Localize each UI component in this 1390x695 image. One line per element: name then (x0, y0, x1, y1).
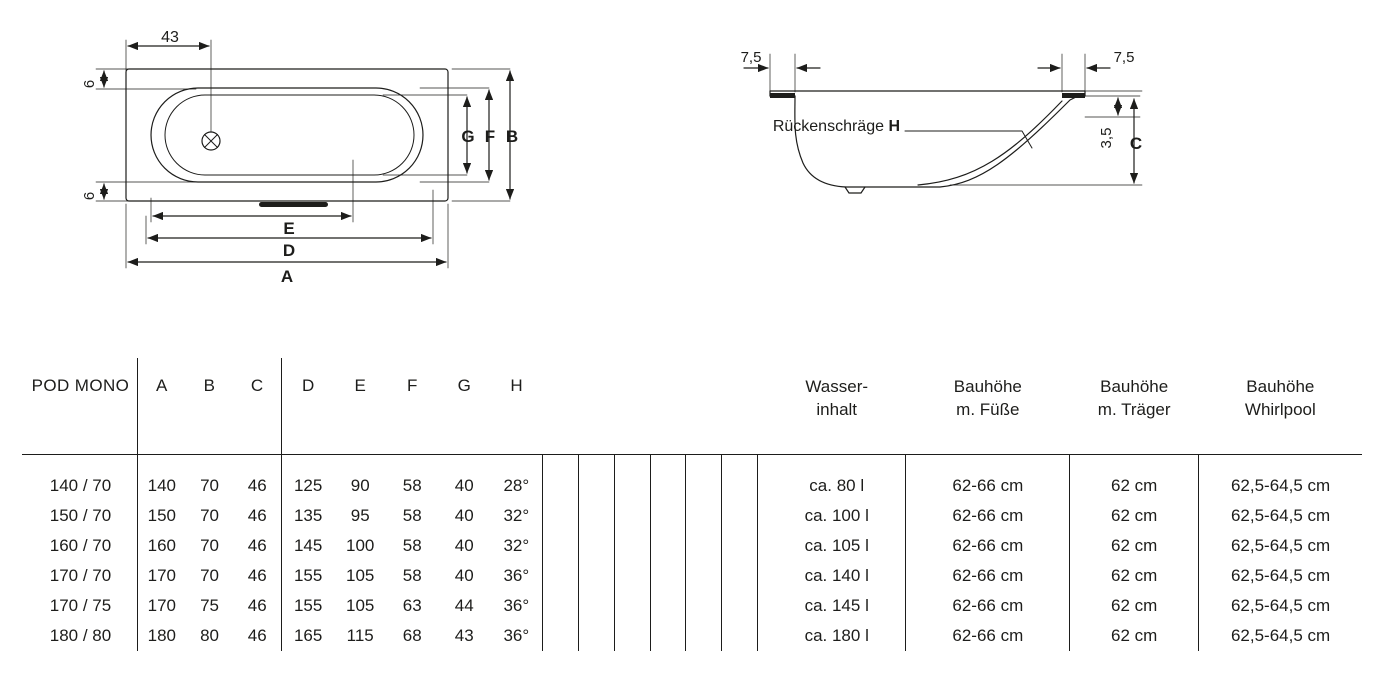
cell-e: 95 (350, 506, 370, 525)
cell-name: 170 / 70 (49, 566, 112, 585)
gap-cell-s6 (722, 455, 758, 472)
cell-wasserinhalt: ca. 180 l (757, 621, 906, 651)
cell-spacer-4 (650, 621, 686, 651)
cell-spacer-3 (614, 501, 650, 531)
cell-h: 32° (490, 531, 543, 561)
header-bauhoehe-fuesse-line1: Bauhöhe (953, 377, 1022, 396)
cell-b: 80 (200, 626, 219, 645)
cell-d: 125 (293, 476, 323, 495)
spacer-col-2 (579, 358, 615, 428)
cell-h: 36° (490, 591, 543, 621)
gap-cell-h2 (1070, 455, 1199, 472)
cell-e: 115 (346, 626, 374, 645)
cell-wasserinhalt: ca. 145 l (757, 591, 906, 621)
label-C: C (1129, 134, 1143, 153)
dim-35-label: 3,5 (1098, 127, 1115, 149)
gap-cell-name (22, 455, 137, 472)
cell-spacer-3 (614, 471, 650, 501)
spacer-col-6 (722, 358, 758, 428)
cell-c: 46 (233, 471, 281, 501)
cell-b: 75 (200, 596, 219, 615)
cell-bauhoehe-fuesse: 62-66 cm (952, 536, 1024, 555)
gap-cell-d (282, 455, 335, 472)
cell-spacer-4 (650, 531, 686, 561)
cell-bauhoehe-whirlpool: 62,5-64,5 cm (1199, 591, 1362, 621)
cell-g: 40 (454, 566, 474, 585)
cell-d: 155 (293, 596, 323, 615)
gap-cell-e (334, 455, 386, 472)
header-rule (22, 428, 1362, 455)
cell-bauhoehe-traeger: 62 cm (1070, 471, 1199, 501)
cell-h: 36° (490, 561, 543, 591)
cell-e: 105 (346, 596, 375, 615)
cell-b: 70 (200, 536, 219, 555)
cell-b: 70 (200, 566, 219, 585)
rule-cell-h1 (906, 428, 1070, 455)
gap-cell-c (233, 455, 281, 472)
specification-table (22, 358, 1362, 651)
gap-cell-s4 (650, 455, 686, 472)
label-B: B (505, 127, 519, 146)
header-d: D (302, 376, 315, 395)
dim-75-right-label: 7,5 (1113, 49, 1135, 66)
cell-d: 135 (293, 506, 323, 525)
cell-bauhoehe-whirlpool: 62,5-64,5 cm (1199, 501, 1362, 531)
cell-bauhoehe-whirlpool: 62,5-64,5 cm (1199, 561, 1362, 591)
cell-spacer-6 (722, 621, 758, 651)
label-D: D (282, 241, 296, 260)
cell-spacer-4 (650, 591, 686, 621)
cell-bauhoehe-whirlpool: 62,5-64,5 cm (1199, 471, 1362, 501)
table-row (22, 561, 1362, 591)
header-pod-mono: POD MONO (31, 376, 130, 395)
cell-c: 46 (233, 531, 281, 561)
rule-cell-c (233, 428, 281, 455)
cell-wasserinhalt: ca. 80 l (757, 471, 906, 501)
cell-name: 160 / 70 (49, 536, 112, 555)
cell-e: 100 (346, 536, 375, 555)
cell-spacer-2 (579, 531, 615, 561)
header-bauhoehe-fuesse (906, 358, 1070, 428)
cell-spacer-1 (543, 591, 579, 621)
cell-f: 58 (402, 536, 422, 555)
rule-cell-f (386, 428, 438, 455)
rule-cell-e (334, 428, 386, 455)
cell-f: 58 (402, 566, 422, 585)
header-f: F (407, 376, 418, 395)
rule-cell-a (137, 428, 185, 455)
spacer-col-4 (650, 358, 686, 428)
cell-c: 46 (233, 501, 281, 531)
cell-h: 28° (490, 471, 543, 501)
rule-cell-d (282, 428, 335, 455)
gap-cell-h (490, 455, 543, 472)
cell-spacer-1 (543, 621, 579, 651)
technical-drawings (0, 0, 1390, 330)
cell-spacer-6 (722, 501, 758, 531)
rule-cell-s2 (579, 428, 615, 455)
table-header-row (22, 358, 1362, 428)
cell-wasserinhalt: ca. 100 l (757, 501, 906, 531)
cell-spacer-5 (686, 591, 722, 621)
cell-d: 165 (293, 626, 323, 645)
cell-wasserinhalt: ca. 105 l (757, 531, 906, 561)
cell-f: 68 (402, 626, 422, 645)
cell-spacer-2 (579, 471, 615, 501)
cell-spacer-3 (614, 531, 650, 561)
table-row (22, 591, 1362, 621)
table-row (22, 471, 1362, 501)
label-F: F (484, 127, 496, 146)
cell-spacer-5 (686, 561, 722, 591)
cell-bauhoehe-fuesse: 62-66 cm (952, 476, 1024, 495)
rueckenschraege-annotation: Rückenschräge H (772, 118, 900, 135)
header-wasserinhalt-line2: inhalt (816, 399, 858, 419)
cell-spacer-2 (579, 501, 615, 531)
cell-spacer-5 (686, 471, 722, 501)
cell-spacer-4 (650, 501, 686, 531)
header-e: E (354, 376, 366, 395)
table-row (22, 501, 1362, 531)
gap-cell-g (438, 455, 490, 472)
rule-cell-h (490, 428, 543, 455)
spacer-col-5 (686, 358, 722, 428)
cell-bauhoehe-fuesse: 62-66 cm (952, 506, 1024, 525)
cell-f: 58 (402, 476, 422, 495)
cell-d: 145 (293, 536, 323, 555)
rule-cell-s1 (543, 428, 579, 455)
label-E: E (283, 219, 295, 238)
cell-spacer-1 (543, 501, 579, 531)
cell-a: 150 (137, 501, 185, 531)
cell-c: 46 (233, 561, 281, 591)
cell-bauhoehe-fuesse: 62-66 cm (952, 626, 1024, 645)
cell-name: 180 / 80 (49, 626, 112, 645)
cell-spacer-2 (579, 621, 615, 651)
rule-cell-h2 (1070, 428, 1199, 455)
cell-spacer-3 (614, 621, 650, 651)
header-bauhoehe-traeger-line2: m. Träger (1097, 399, 1171, 419)
cell-spacer-6 (722, 531, 758, 561)
gap-cell-h3 (1199, 455, 1362, 472)
cell-c: 46 (233, 591, 281, 621)
rule-cell-name (22, 428, 137, 455)
cell-wasserinhalt: ca. 140 l (757, 561, 906, 591)
gap-cell-f (386, 455, 438, 472)
gap-cell-s3 (614, 455, 650, 472)
rule-cell-water (757, 428, 906, 455)
header-bauhoehe-traeger (1070, 358, 1199, 428)
dim-43-label: 43 (161, 29, 179, 46)
gap-cell-a (137, 455, 185, 472)
gap-cell-s1 (543, 455, 579, 472)
gap-cell-h1 (906, 455, 1070, 472)
cell-a: 180 (137, 621, 185, 651)
rule-cell-s6 (722, 428, 758, 455)
cell-a: 170 (137, 561, 185, 591)
header-bauhoehe-whirlpool-line1: Bauhöhe (1246, 377, 1315, 396)
table-row (22, 531, 1362, 561)
header-a: A (137, 358, 185, 428)
cell-b: 70 (200, 476, 219, 495)
header-c: C (233, 358, 281, 428)
spacer-col-1 (543, 358, 579, 428)
cell-g: 44 (454, 596, 474, 615)
cell-a: 170 (137, 591, 185, 621)
cell-bauhoehe-fuesse: 62-66 cm (952, 566, 1024, 585)
cell-name: 170 / 75 (49, 596, 112, 615)
label-G: G (461, 127, 475, 146)
cell-spacer-3 (614, 561, 650, 591)
rule-cell-s4 (650, 428, 686, 455)
cell-e: 105 (346, 566, 375, 585)
cell-spacer-6 (722, 591, 758, 621)
dim-75-left-label: 7,5 (740, 49, 762, 66)
header-b: B (203, 376, 216, 395)
cell-g: 43 (454, 626, 474, 645)
cell-f: 63 (402, 596, 422, 615)
cell-bauhoehe-whirlpool: 62,5-64,5 cm (1199, 531, 1362, 561)
header-g: G (457, 376, 471, 395)
cell-spacer-1 (543, 531, 579, 561)
cell-bauhoehe-traeger: 62 cm (1070, 561, 1199, 591)
cell-bauhoehe-traeger: 62 cm (1070, 591, 1199, 621)
cell-name: 150 / 70 (49, 506, 112, 525)
cell-c: 46 (233, 621, 281, 651)
label-A: A (280, 267, 294, 286)
cell-spacer-2 (579, 561, 615, 591)
header-h: H (510, 376, 523, 395)
cell-a: 140 (137, 471, 185, 501)
header-bauhoehe-fuesse-line2: m. Füße (956, 399, 1020, 419)
spacer-col-3 (614, 358, 650, 428)
cell-b: 70 (200, 506, 219, 525)
cell-h: 36° (490, 621, 543, 651)
cell-spacer-1 (543, 471, 579, 501)
cell-bauhoehe-traeger: 62 cm (1070, 621, 1199, 651)
header-bauhoehe-traeger-line1: Bauhöhe (1100, 377, 1169, 396)
cell-spacer-4 (650, 471, 686, 501)
cell-f: 58 (402, 506, 422, 525)
rule-cell-g (438, 428, 490, 455)
table-row (22, 621, 1362, 651)
dim-6-bottom-label: 6 (81, 191, 98, 201)
header-wasserinhalt-line1: Wasser- (805, 377, 869, 396)
header-bauhoehe-whirlpool (1199, 358, 1362, 428)
cell-spacer-5 (686, 621, 722, 651)
gap-cell-water (757, 455, 906, 472)
cell-bauhoehe-fuesse: 62-66 cm (952, 596, 1024, 615)
cell-h: 32° (490, 501, 543, 531)
cell-spacer-4 (650, 561, 686, 591)
cell-bauhoehe-traeger: 62 cm (1070, 501, 1199, 531)
cell-spacer-5 (686, 501, 722, 531)
cell-d: 155 (293, 566, 323, 585)
rule-cell-b (186, 428, 234, 455)
header-gap-row (22, 455, 1362, 472)
cell-e: 90 (350, 476, 370, 495)
cell-bauhoehe-whirlpool: 62,5-64,5 cm (1199, 621, 1362, 651)
cell-bauhoehe-traeger: 62 cm (1070, 531, 1199, 561)
dim-6-top-label: 6 (81, 79, 98, 89)
cell-spacer-1 (543, 561, 579, 591)
cell-spacer-3 (614, 591, 650, 621)
rule-cell-s5 (686, 428, 722, 455)
cell-g: 40 (454, 476, 474, 495)
cell-spacer-5 (686, 531, 722, 561)
cell-g: 40 (454, 536, 474, 555)
gap-cell-b (186, 455, 234, 472)
table-body (22, 471, 1362, 651)
header-wasserinhalt (757, 358, 906, 428)
cell-a: 160 (137, 531, 185, 561)
header-bauhoehe-whirlpool-line2: Whirlpool (1244, 399, 1316, 419)
gap-cell-s2 (579, 455, 615, 472)
cell-spacer-6 (722, 471, 758, 501)
gap-cell-s5 (686, 455, 722, 472)
cell-g: 40 (454, 506, 474, 525)
rule-cell-h3 (1199, 428, 1362, 455)
cell-spacer-6 (722, 561, 758, 591)
rule-cell-s3 (614, 428, 650, 455)
cell-name: 140 / 70 (49, 476, 112, 495)
cell-spacer-2 (579, 591, 615, 621)
